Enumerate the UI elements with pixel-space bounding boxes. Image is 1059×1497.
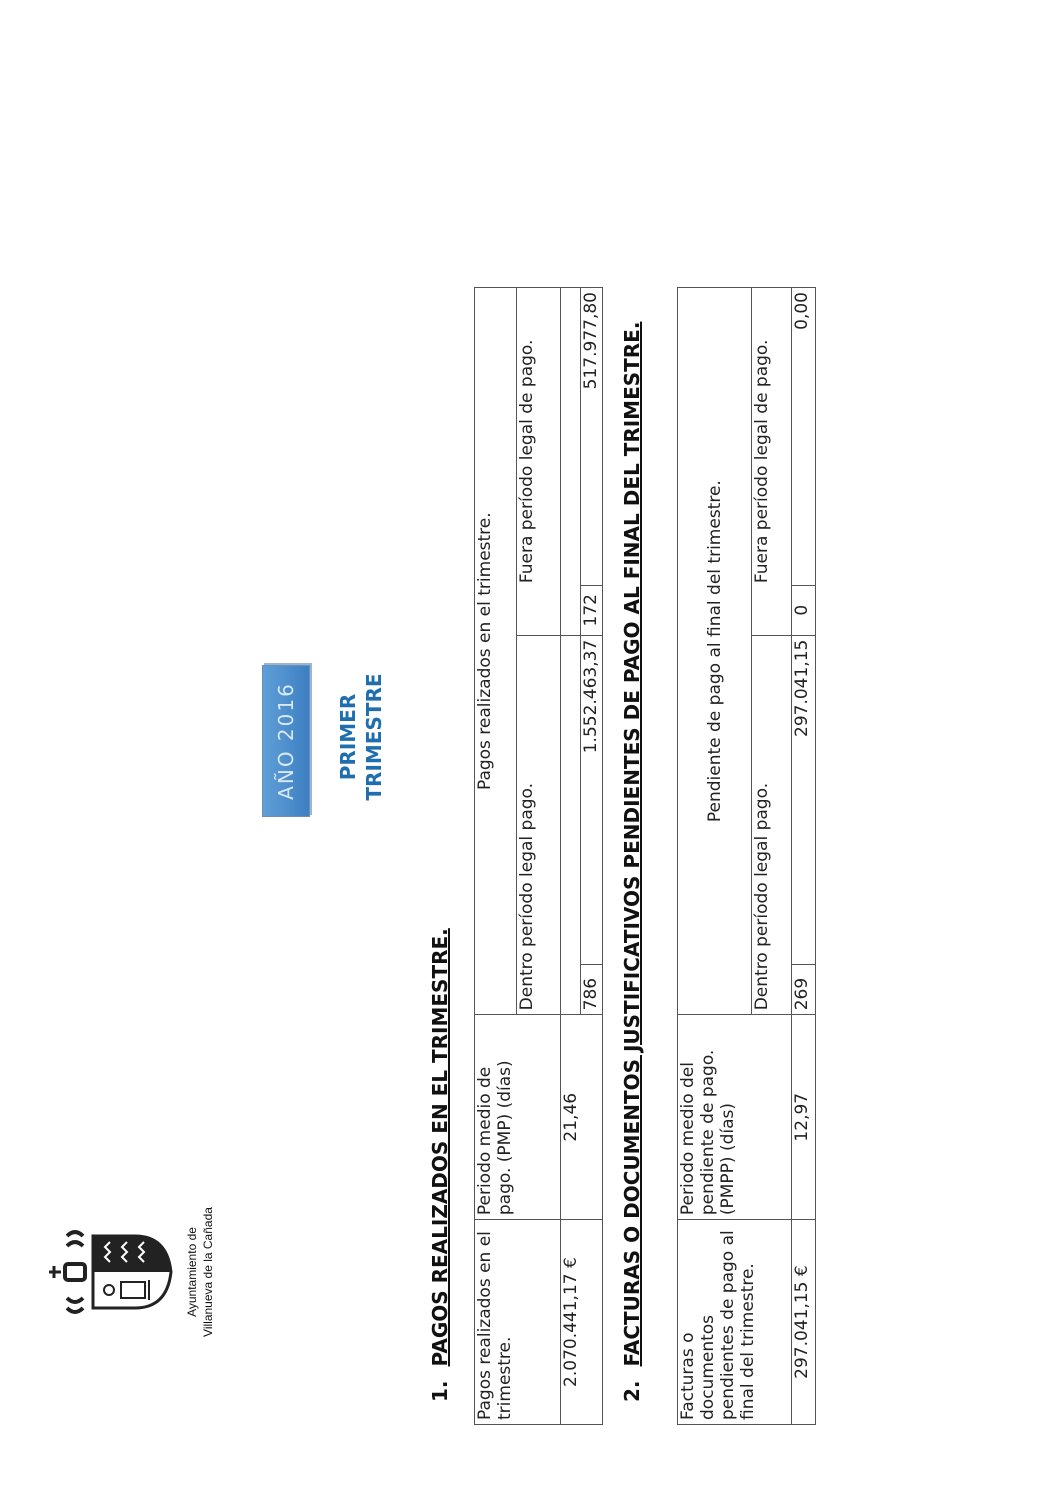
- section-2-number: 2.: [620, 1380, 644, 1402]
- municipal-logo: [45, 1192, 235, 1352]
- period-title-line-2: TRIMESTRE: [362, 673, 386, 801]
- payments-out-period-header: Fuera período legal de pago.: [517, 288, 561, 636]
- payments-in-period-header: Dentro período legal pago.: [517, 635, 561, 1015]
- payments-out-count: 172: [581, 585, 603, 635]
- payments-in-count: 786: [581, 965, 603, 1015]
- pmp-days: 21,46: [561, 1015, 603, 1220]
- payments-out-amount: 517.977,80: [581, 288, 603, 586]
- section-1-title: PAGOS REALIZADOS EN EL TRIMESTRE.: [428, 928, 452, 1367]
- section-2-heading: [620, 322, 644, 1402]
- pending-total-header: Facturas o documentos pendientes de pago al final del trimestre.: [678, 1220, 792, 1425]
- payments-total-header: Pagos realizados en el trimestre.: [475, 1220, 561, 1425]
- pending-out-amount: 0,00: [792, 288, 816, 586]
- section-1-number: 1.: [428, 1380, 452, 1402]
- pending-in-period-header: Dentro período legal pago.: [752, 635, 792, 1015]
- coat-of-arms-icon: [45, 1222, 175, 1322]
- payments-table: [474, 287, 603, 1425]
- payments-total-amount: 2.070.441,17 €: [561, 1220, 603, 1425]
- pending-total-amount: 297.041,15 €: [792, 1220, 816, 1425]
- pmpp-header: Periodo medio del pendiente de pago. (PMPP) (días): [678, 1015, 792, 1220]
- payments-group-header: Pagos realizados en el trimestre.: [475, 288, 517, 1015]
- pmp-header: Periodo medio de pago. (PMP) (días): [475, 1015, 561, 1220]
- pending-in-amount: 297.041,15: [792, 635, 816, 965]
- pending-group-header: Pendiente de pago al final del trimestre.: [678, 288, 752, 1015]
- section-1-heading: [428, 928, 452, 1402]
- period-title-line-1: PRIMER: [336, 693, 360, 781]
- pending-out-count: 0: [792, 585, 816, 635]
- year-badge: AÑO 2016: [262, 665, 310, 817]
- pmpp-days: 12,97: [792, 1015, 816, 1220]
- logo-line-1: Ayuntamiento de: [185, 1227, 199, 1317]
- pending-out-period-header: Fuera período legal de pago.: [752, 288, 792, 636]
- pending-in-count: 269: [792, 965, 816, 1015]
- payments-in-amount: 1.552.463,37: [581, 635, 603, 965]
- section-2-title: FACTURAS O DOCUMENTOS JUSTIFICATIVOS PENDIENTES DE PAGO AL FINAL DEL TRIMESTRE.: [620, 321, 644, 1367]
- logo-line-2: Villanueva de la Cañada: [201, 1207, 215, 1337]
- pending-table: [677, 287, 816, 1425]
